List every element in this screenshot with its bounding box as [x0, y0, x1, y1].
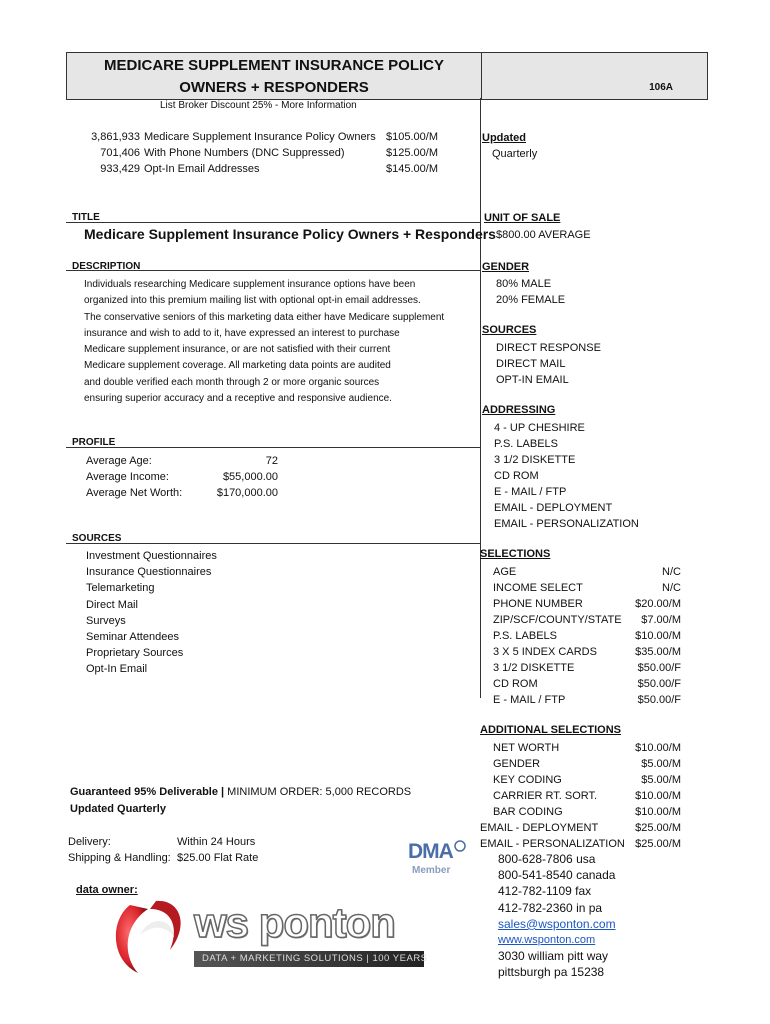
count-value: 3,861,933	[91, 131, 140, 143]
selection-row	[480, 836, 681, 852]
title-label: TITLE	[72, 212, 100, 223]
selection-label: PHONE NUMBER	[493, 598, 583, 610]
description-line: insurance and wish to add to it, have expressed an interest to purchase	[84, 327, 400, 339]
selection-price: $10.00/M	[635, 806, 681, 818]
selection-price: $50.00/F	[637, 694, 681, 706]
count-row	[82, 163, 442, 179]
count-price: $105.00/M	[386, 131, 438, 143]
phone-canada: 800-541-8540 canada	[498, 868, 616, 883]
selection-label: GENDER	[493, 758, 541, 770]
shipping-value: $25.00 Flat Rate	[177, 852, 259, 864]
count-label: Medicare Supplement Insurance Policy Owners	[144, 131, 376, 143]
count-label: Opt-In Email Addresses	[144, 163, 260, 175]
column-divider	[480, 98, 481, 698]
selection-price: N/C	[662, 566, 681, 578]
source-item: Opt-In Email	[86, 663, 148, 676]
addressing-item: P.S. LABELS	[494, 438, 559, 450]
gender-item: 80% MALE	[496, 278, 552, 290]
dma-text: DMA	[408, 840, 453, 863]
source-item: DIRECT MAIL	[496, 358, 566, 370]
count-price: $125.00/M	[386, 147, 438, 159]
source-item: Direct Mail	[86, 598, 138, 611]
addressing-item: E - MAIL / FTP	[494, 486, 567, 498]
title-rule	[66, 222, 480, 223]
profile-row-value: $170,000.00	[216, 487, 278, 499]
selection-label: EMAIL - PERSONALIZATION	[480, 838, 625, 850]
gender-list	[496, 276, 565, 308]
selection-row	[493, 580, 681, 596]
address-line-1: 3030 william pitt way	[498, 949, 609, 964]
title-line-2: OWNERS + RESPONDERS	[179, 79, 369, 96]
selection-row	[480, 772, 681, 788]
header-frame	[66, 52, 708, 100]
selection-row	[493, 692, 681, 708]
source-item: Seminar Attendees	[86, 631, 179, 644]
selection-price: $10.00/M	[635, 630, 681, 642]
selection-price: $10.00/M	[635, 742, 681, 754]
selection-row	[493, 628, 681, 644]
selection-label: 3 X 5 INDEX CARDS	[493, 646, 597, 658]
source-item: Investment Questionnaires	[86, 550, 217, 562]
count-value: 701,406	[100, 147, 140, 159]
selection-price: $10.00/M	[635, 790, 681, 802]
selection-row	[493, 596, 681, 612]
selection-label: EMAIL - DEPLOYMENT	[480, 822, 599, 834]
selection-row	[480, 740, 681, 756]
addressing-item: 3 1/2 DISKETTE	[494, 454, 576, 466]
ws-ponton-tagline: DATA + MARKETING SOLUTIONS | 100 YEARS	[202, 953, 428, 964]
selection-price: $7.00/M	[641, 614, 681, 626]
selection-label: CD ROM	[493, 678, 538, 690]
selection-row	[493, 612, 681, 628]
selection-label: BAR CODING	[493, 806, 563, 818]
profile-rule	[66, 447, 480, 448]
profile-row-label: Average Age:	[86, 455, 152, 467]
addressing-item: 4 - UP CHESHIRE	[494, 422, 585, 434]
contact-block	[498, 851, 616, 981]
selection-label: INCOME SELECT	[493, 582, 583, 594]
updated-label: Updated	[482, 132, 526, 144]
description-line: and double verified each month through 2 or more organic sources	[84, 376, 380, 388]
profile-row-value: $55,000.00	[222, 471, 278, 483]
website-link[interactable]: www.wsponton.com	[498, 934, 596, 947]
selections-list	[493, 564, 681, 708]
count-row	[82, 131, 442, 147]
selection-price: $35.00/M	[635, 646, 681, 658]
description-line: organized into this premium mailing list with optional opt-in email addresses.	[84, 295, 421, 307]
selection-price: $25.00/M	[635, 838, 681, 850]
email-link[interactable]: sales@wsponton.com	[498, 916, 616, 931]
shipping-label: Shipping & Handling:	[68, 852, 171, 864]
addressing-item: EMAIL - PERSONALIZATION	[494, 518, 639, 530]
addressing-item: EMAIL - DEPLOYMENT	[494, 502, 613, 514]
source-item: Telemarketing	[86, 582, 155, 595]
addressing-label: ADDRESSING	[482, 404, 556, 416]
profile-list	[86, 453, 278, 501]
selection-label: AGE	[493, 566, 517, 578]
description-line: Medicare supplement insurance, or are not satisfied with their current	[84, 344, 391, 356]
data-owner-label: data owner:	[76, 884, 138, 896]
selection-row	[493, 660, 681, 676]
selection-price: $20.00/M	[635, 598, 681, 610]
selection-row	[493, 644, 681, 660]
guarantee-rest: MINIMUM ORDER: 5,000 RECORDS	[224, 786, 412, 798]
profile-row-label: Average Net Worth:	[86, 487, 183, 499]
updated-value: Quarterly	[492, 148, 538, 160]
profile-label: PROFILE	[72, 437, 116, 448]
profile-row	[86, 469, 278, 485]
selection-label: CARRIER RT. SORT.	[493, 790, 598, 802]
address-line-2: pittsburgh pa 15238	[498, 965, 605, 980]
selection-label: KEY CODING	[493, 774, 562, 786]
description-line: Medicare supplement coverage. All marketing data points are audited	[84, 360, 391, 372]
count-label: With Phone Numbers (DNC Suppressed)	[144, 147, 345, 159]
selection-row	[493, 676, 681, 692]
updated-quarterly: Updated Quarterly	[70, 803, 166, 815]
guarantee-bold: Guaranteed 95% Deliverable |	[70, 786, 225, 798]
guarantee-line	[70, 786, 411, 798]
selection-row	[480, 804, 681, 820]
selection-label: 3 1/2 DISKETTE	[493, 662, 575, 674]
description-line: The conservative seniors of this marketing data either have Medicare supplement	[84, 311, 445, 323]
profile-row-value: 72	[265, 455, 278, 467]
delivery-value: Within 24 Hours	[177, 836, 256, 848]
selection-price: N/C	[662, 582, 681, 594]
source-item: DIRECT RESPONSE	[496, 342, 601, 354]
unit-of-sale-value: $800.00 AVERAGE	[496, 229, 591, 241]
list-title: Medicare Supplement Insurance Policy Owners + Responders	[84, 226, 496, 242]
selection-row	[493, 564, 681, 580]
source-item: OPT-IN EMAIL	[496, 374, 569, 386]
description-text	[84, 277, 444, 407]
count-row	[82, 147, 442, 163]
addressing-list	[494, 420, 639, 532]
selection-price: $50.00/F	[637, 662, 681, 674]
count-value: 933,429	[100, 163, 140, 175]
selection-price: $25.00/M	[635, 822, 681, 834]
additional-selections-label: ADDITIONAL SELECTIONS	[480, 724, 621, 736]
sources-left-rule	[66, 543, 480, 544]
header-divider	[481, 53, 482, 99]
addressing-item: CD ROM	[494, 470, 539, 482]
description-line: Individuals researching Medicare supplement insurance options have been	[84, 279, 416, 290]
sources-right-list	[496, 340, 601, 388]
selection-price: $50.00/F	[637, 678, 681, 690]
unit-of-sale-label: UNIT OF SALE	[484, 212, 561, 224]
gender-label: GENDER	[482, 261, 530, 273]
ws-ponton-wordmark: ws ponton	[194, 899, 395, 946]
selection-row	[480, 756, 681, 772]
dma-sub: Member	[412, 865, 451, 876]
sources-left-list	[86, 548, 217, 678]
selection-label: NET WORTH	[493, 742, 560, 754]
selection-label: P.S. LABELS	[493, 630, 558, 642]
dma-member-logo	[406, 838, 470, 878]
description-line: ensuring superior accuracy and a receptive and responsive audience.	[84, 393, 392, 405]
selections-label: SELECTIONS	[480, 548, 551, 560]
description-label: DESCRIPTION	[72, 261, 141, 272]
counts-list	[82, 131, 442, 179]
gender-item: 20% FEMALE	[496, 294, 566, 306]
count-price: $145.00/M	[386, 163, 438, 175]
profile-row	[86, 485, 278, 501]
title-line-1: MEDICARE SUPPLEMENT INSURANCE POLICY	[103, 57, 445, 74]
profile-row	[86, 453, 278, 469]
source-item: Surveys	[86, 614, 126, 627]
additional-selections-list	[480, 740, 681, 852]
source-item: Insurance Questionnaires	[86, 566, 212, 579]
phone-pa: 412-782-2360 in pa	[498, 900, 603, 915]
phone-usa: 800-628-7806 usa	[498, 852, 596, 866]
phone-fax: 412-782-1109 fax	[498, 884, 592, 899]
ws-ponton-logo	[110, 895, 430, 977]
selection-price: $5.00/M	[641, 774, 681, 786]
selection-row	[480, 820, 681, 836]
selection-label: E - MAIL / FTP	[493, 694, 566, 706]
broker-discount: List Broker Discount 25% - More Information	[160, 100, 357, 111]
selection-row	[480, 788, 681, 804]
delivery-label: Delivery:	[68, 836, 111, 848]
sources-left-label: SOURCES	[72, 533, 122, 544]
source-item: Proprietary Sources	[86, 647, 184, 660]
selection-price: $5.00/M	[641, 758, 681, 770]
profile-row-label: Average Income:	[86, 471, 169, 483]
list-code: 106A	[649, 82, 673, 93]
selection-label: ZIP/SCF/COUNTY/STATE	[493, 614, 622, 626]
sources-right-label: SOURCES	[482, 324, 537, 336]
